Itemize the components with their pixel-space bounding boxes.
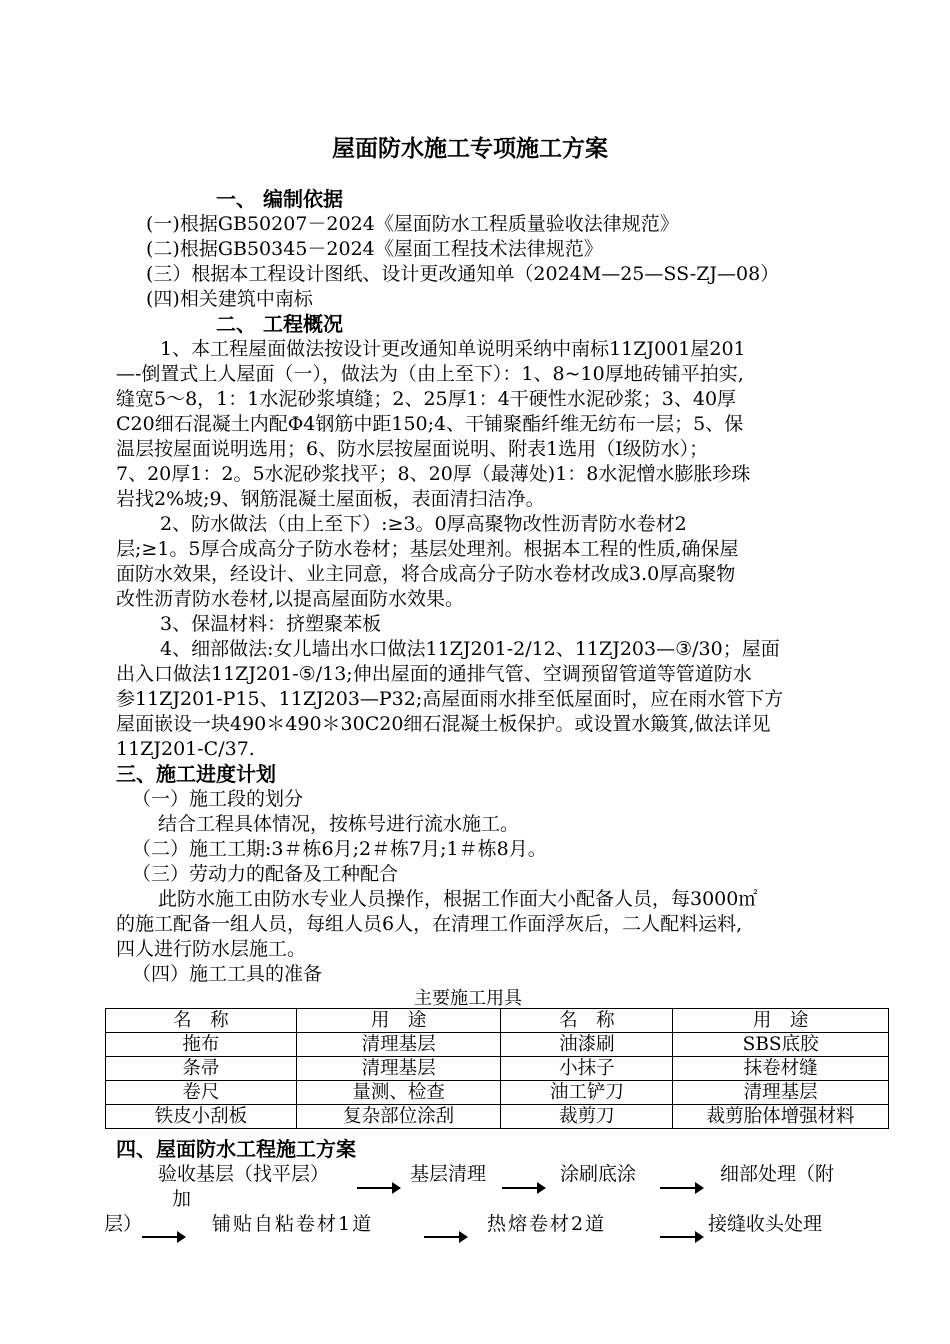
- table-header-cell: 用 途: [673, 1009, 889, 1033]
- table-cell: 裁剪刀: [501, 1105, 673, 1129]
- table-cell: 油漆刷: [501, 1033, 673, 1057]
- flow-arrow-icon: [502, 1187, 544, 1189]
- overview-p1-line: 1、本工程屋面做法按设计更改通知单说明采纳中南标11ZJ001屋201: [160, 338, 746, 360]
- table-cell: 清理基层: [296, 1033, 501, 1057]
- table-cell: 清理基层: [296, 1057, 501, 1081]
- table-caption: 主要施工用具: [414, 988, 522, 1009]
- overview-p1-line: C20细石混凝土内配Φ4钢筋中距150;4、干铺聚酯纤维无纺布一层；5、保: [116, 413, 744, 435]
- basis-item: (一)根据GB50207－2024《屋面防水工程质量验收法律规范》: [146, 213, 679, 235]
- labor-line: 此防水施工由防水专业人员操作，根据工作面大小配备人员，每3000㎡: [158, 888, 758, 910]
- basis-item: (四)相关建筑中南标: [146, 288, 313, 310]
- flow-arrow-icon: [660, 1236, 702, 1238]
- overview-p4-line: 11ZJ201-C/37.: [116, 738, 255, 760]
- flow-step: 基层清理: [410, 1163, 487, 1185]
- table-header-row: [106, 1009, 889, 1033]
- table-row: [106, 1033, 889, 1057]
- flow-arrow-icon: [424, 1236, 466, 1238]
- flow-step: 接缝收头处理: [708, 1213, 823, 1235]
- table-cell: 量测、检查: [296, 1081, 501, 1105]
- overview-p1-line: 岩找2%坡;9、钢筋混凝土屋面板，表面清扫洁净。: [116, 488, 545, 510]
- flow-step: 热熔卷材2道: [487, 1213, 607, 1235]
- section-3-heading: 三、施工进度计划: [116, 762, 276, 786]
- flow-arrow-icon: [142, 1236, 184, 1238]
- table-row: [106, 1105, 889, 1129]
- flow-step: 铺贴自粘卷材1道: [212, 1213, 374, 1235]
- schedule-sub3: （三）劳动力的配备及工种配合: [132, 863, 399, 885]
- schedule-sub4: （四）施工工具的准备: [132, 963, 323, 985]
- section-2-heading: 二、 工程概况: [216, 312, 343, 336]
- flow-step: 验收基层（找平层）: [158, 1163, 330, 1185]
- overview-p2-line: 层;≥1。5厚合成高分子防水卷材；基层处理剂。根据本工程的性质,确保屋: [116, 538, 739, 560]
- table-row: [106, 1081, 889, 1105]
- table-cell: 清理基层: [673, 1081, 889, 1105]
- flow-step: 层）: [104, 1213, 143, 1235]
- schedule-sub2: （二）施工工期:3＃栋6月;2＃栋7月;1＃栋8月。: [132, 838, 547, 860]
- table-cell: 抹卷材缝: [673, 1057, 889, 1081]
- overview-p1-line: 7、20厚1：2。5水泥砂浆找平；8、20厚（最薄处)1：8水泥憎水膨胀珍珠: [116, 463, 751, 485]
- table-cell: 小抹子: [501, 1057, 673, 1081]
- table-cell: SBS底胶: [673, 1033, 889, 1057]
- overview-p2-line: 2、防水做法（由上至下）:≥3。0厚高聚物改性沥青防水卷材2: [160, 513, 687, 535]
- table-cell: 复杂部位涂刮: [296, 1105, 501, 1129]
- flow-arrow-icon: [357, 1187, 399, 1189]
- table-row: [106, 1057, 889, 1081]
- overview-p2-line: 改性沥青防水卷材,以提高屋面防水效果。: [116, 588, 465, 610]
- flow-step: 细部处理（附: [720, 1163, 835, 1185]
- flow-step: 涂刷底涂: [560, 1163, 637, 1185]
- basis-item: (三）根据本工程设计图纸、设计更改通知单（2024M—25—SS-ZJ—08）: [146, 263, 780, 285]
- table-cell: 裁剪胎体增强材料: [673, 1105, 889, 1129]
- table-cell: 条帚: [106, 1057, 297, 1081]
- table-header-cell: 名 称: [501, 1009, 673, 1033]
- overview-p4-line: 出入口做法11ZJ201-⑤/13;伸出屋面的通排气管、空调预留管道等管道防水: [116, 663, 752, 685]
- overview-p1-line: —-倒置式上人屋面（一），做法为（由上至下）：1、8~10厚地砖铺平拍实,: [116, 363, 744, 385]
- section-1-heading: 一、 编制依据: [216, 187, 343, 211]
- flow-step: 加: [172, 1188, 192, 1210]
- schedule-sub1-text: 结合工程具体情况，按栋号进行流水施工。: [158, 813, 520, 835]
- basis-item: (二)根据GB50345－2024《屋面工程技术法律规范》: [146, 238, 603, 260]
- overview-p4-line: 4、细部做法:女儿墙出水口做法11ZJ201-2/12、11ZJ203—③/30；屋面: [160, 638, 780, 660]
- overview-p3: 3、保温材料：挤塑聚苯板: [160, 613, 382, 635]
- flow-arrow-icon: [660, 1187, 702, 1189]
- overview-p4-line: 参11ZJ201-P15、11ZJ203—P32;高屋面雨水排至低屋面时，应在雨水管下方: [116, 688, 784, 710]
- schedule-sub1: （一）施工段的划分: [132, 788, 304, 810]
- page-title: 屋面防水施工专项施工方案: [332, 135, 608, 162]
- labor-line: 四人进行防水层施工。: [116, 938, 307, 960]
- table-cell: 油工铲刀: [501, 1081, 673, 1105]
- section-4-heading: 四、屋面防水工程施工方案: [116, 1137, 356, 1161]
- table-cell: 拖布: [106, 1033, 297, 1057]
- tools-table: [105, 1008, 889, 1129]
- overview-p4-line: 屋面嵌设一块490＊490＊30C20细石混凝土板保护。或设置水簸箕,做法详见: [116, 713, 771, 735]
- overview-p2-line: 面防水效果，经设计、业主同意，将合成高分子防水卷材改成3.0厚高聚物: [116, 563, 736, 585]
- overview-p1-line: 温层按屋面说明选用；6、防水层按屋面说明、附表1选用（Ⅰ级防水）；: [116, 438, 709, 460]
- overview-p1-line: 缝宽5～8，1：1水泥砂浆填缝；2、25厚1：4干硬性水泥砂浆；3、40厚: [116, 388, 737, 410]
- labor-line: 的施工配备一组人员，每组人员6人，在清理工作面浮灰后，二人配料运料,: [116, 913, 743, 935]
- table-header-cell: 名 称: [106, 1009, 297, 1033]
- table-cell: 卷尺: [106, 1081, 297, 1105]
- table-header-cell: 用 途: [296, 1009, 501, 1033]
- table-cell: 铁皮小刮板: [106, 1105, 297, 1129]
